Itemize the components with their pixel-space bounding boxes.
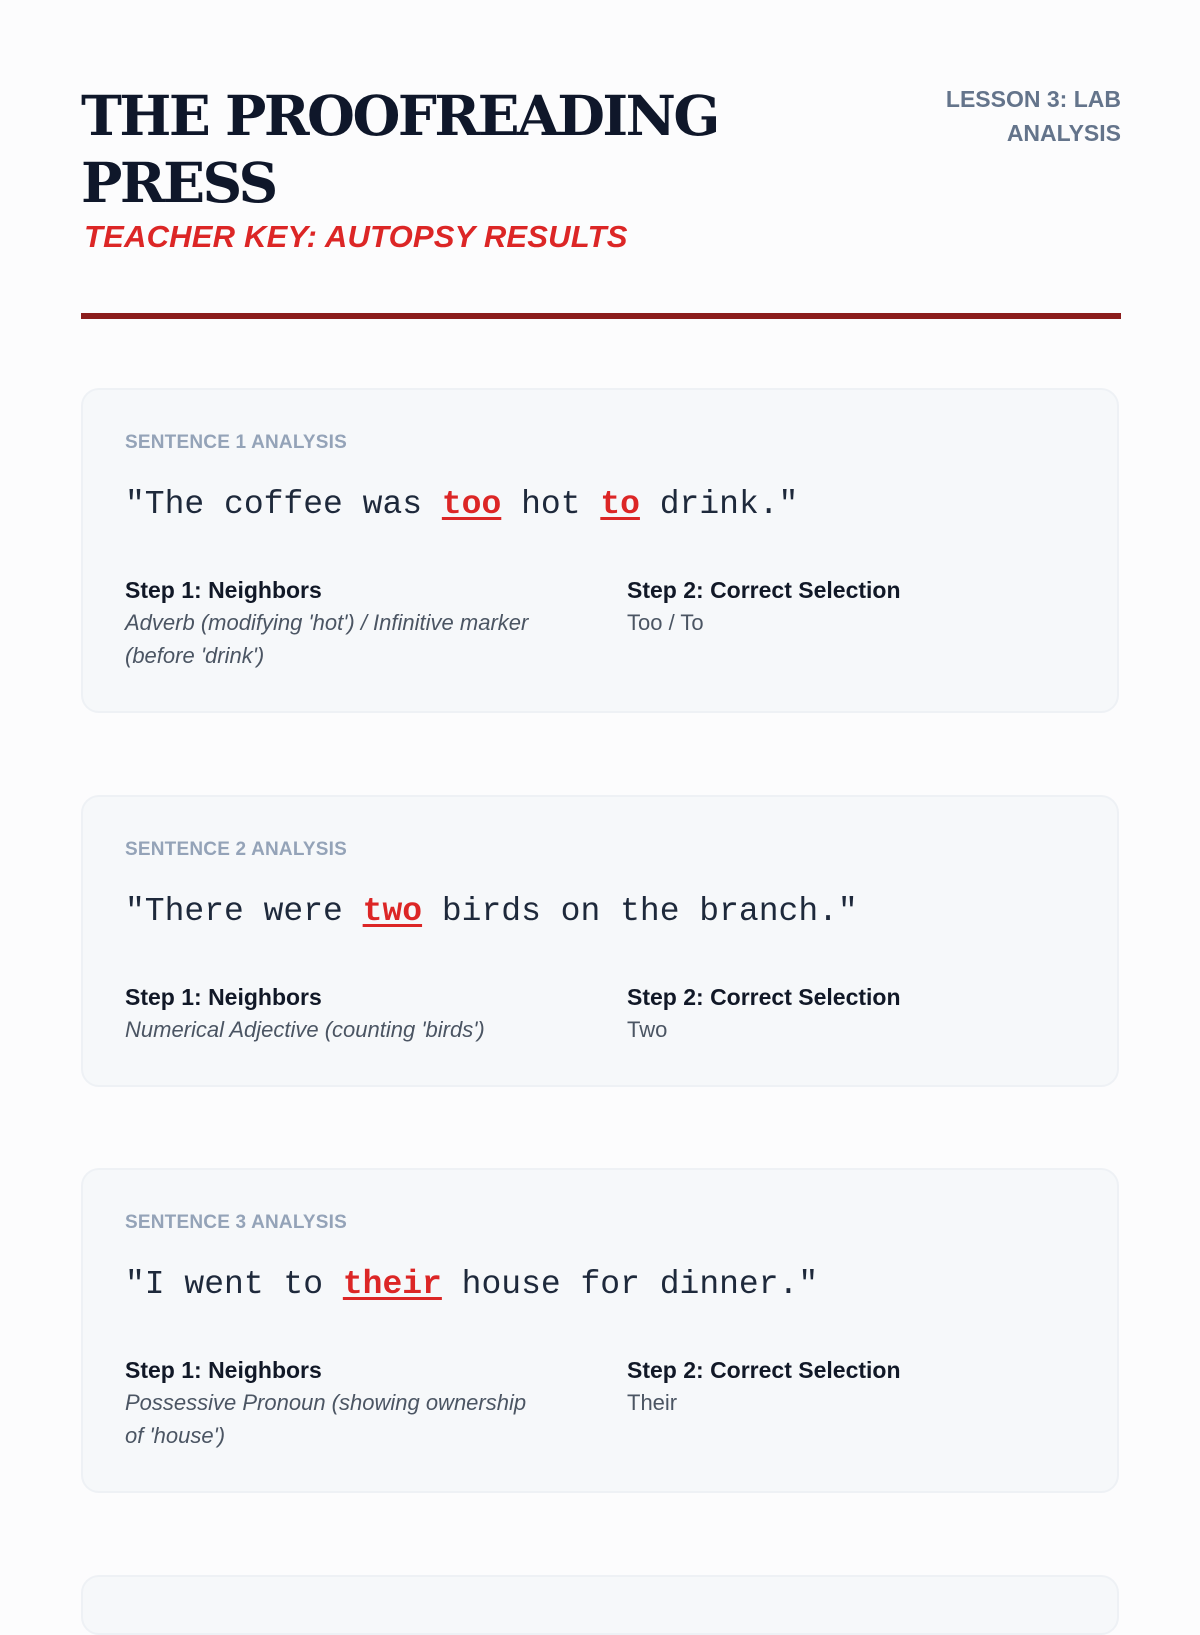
step1-neighbors: Adverb (modifying 'hot') / Infinitive marker (before 'drink') bbox=[125, 610, 529, 668]
step2-block bbox=[627, 574, 1047, 639]
sentence-text bbox=[125, 889, 858, 935]
header-divider bbox=[81, 313, 1121, 319]
sentence-part: birds on the branch." bbox=[422, 893, 858, 930]
sentence-text bbox=[125, 1262, 818, 1308]
sentence-part: "I went to bbox=[125, 1266, 343, 1303]
step1-block bbox=[125, 574, 545, 672]
step1-neighbors: Numerical Adjective (counting 'birds') bbox=[125, 1017, 485, 1042]
card-label: SENTENCE 2 ANALYSIS bbox=[125, 839, 348, 860]
sentence-part: hot bbox=[501, 486, 601, 523]
step1-neighbors: Possessive Pronoun (showing ownership of 'house') bbox=[125, 1390, 527, 1448]
step1-block bbox=[125, 981, 545, 1046]
card-label: SENTENCE 3 ANALYSIS bbox=[125, 1212, 348, 1233]
sentence-part: "The coffee was bbox=[125, 486, 442, 523]
highlighted-word: their bbox=[342, 1266, 442, 1303]
step2-title: Step 2: Correct Selection bbox=[627, 577, 901, 603]
analysis-card-1 bbox=[81, 388, 1119, 713]
highlighted-word: two bbox=[362, 893, 423, 930]
sentence-text bbox=[125, 482, 798, 528]
sentence-part: "There were bbox=[125, 893, 363, 930]
step2-title: Step 2: Correct Selection bbox=[627, 1357, 901, 1383]
step2-title: Step 2: Correct Selection bbox=[627, 984, 901, 1010]
highlighted-word: too bbox=[441, 486, 502, 523]
page-title: THE PROOFREADING PRESS bbox=[81, 83, 718, 215]
worksheet-header bbox=[81, 82, 1121, 262]
step1-title: Step 1: Neighbors bbox=[125, 1357, 322, 1383]
step2-selection: Too / To bbox=[627, 610, 704, 635]
step2-block bbox=[627, 981, 1047, 1046]
sentence-part: drink." bbox=[639, 486, 799, 523]
sentence-part: house for dinner." bbox=[441, 1266, 819, 1303]
step2-selection: Two bbox=[627, 1017, 668, 1042]
highlighted-word: to bbox=[600, 486, 640, 523]
step1-block bbox=[125, 1354, 545, 1452]
step2-block bbox=[627, 1354, 1047, 1419]
lesson-label: LESSON 3: LAB ANALYSIS bbox=[945, 86, 1121, 146]
step1-title: Step 1: Neighbors bbox=[125, 984, 322, 1010]
card-label: SENTENCE 1 ANALYSIS bbox=[125, 432, 348, 453]
analysis-card-3 bbox=[81, 1168, 1119, 1493]
worksheet-page bbox=[81, 0, 1121, 1600]
analysis-card-2 bbox=[81, 795, 1119, 1087]
step1-title: Step 1: Neighbors bbox=[125, 577, 322, 603]
page-subtitle: TEACHER KEY: AUTOPSY RESULTS bbox=[84, 219, 628, 254]
step2-selection: Their bbox=[627, 1390, 678, 1415]
analysis-card-4 bbox=[81, 1575, 1119, 1635]
